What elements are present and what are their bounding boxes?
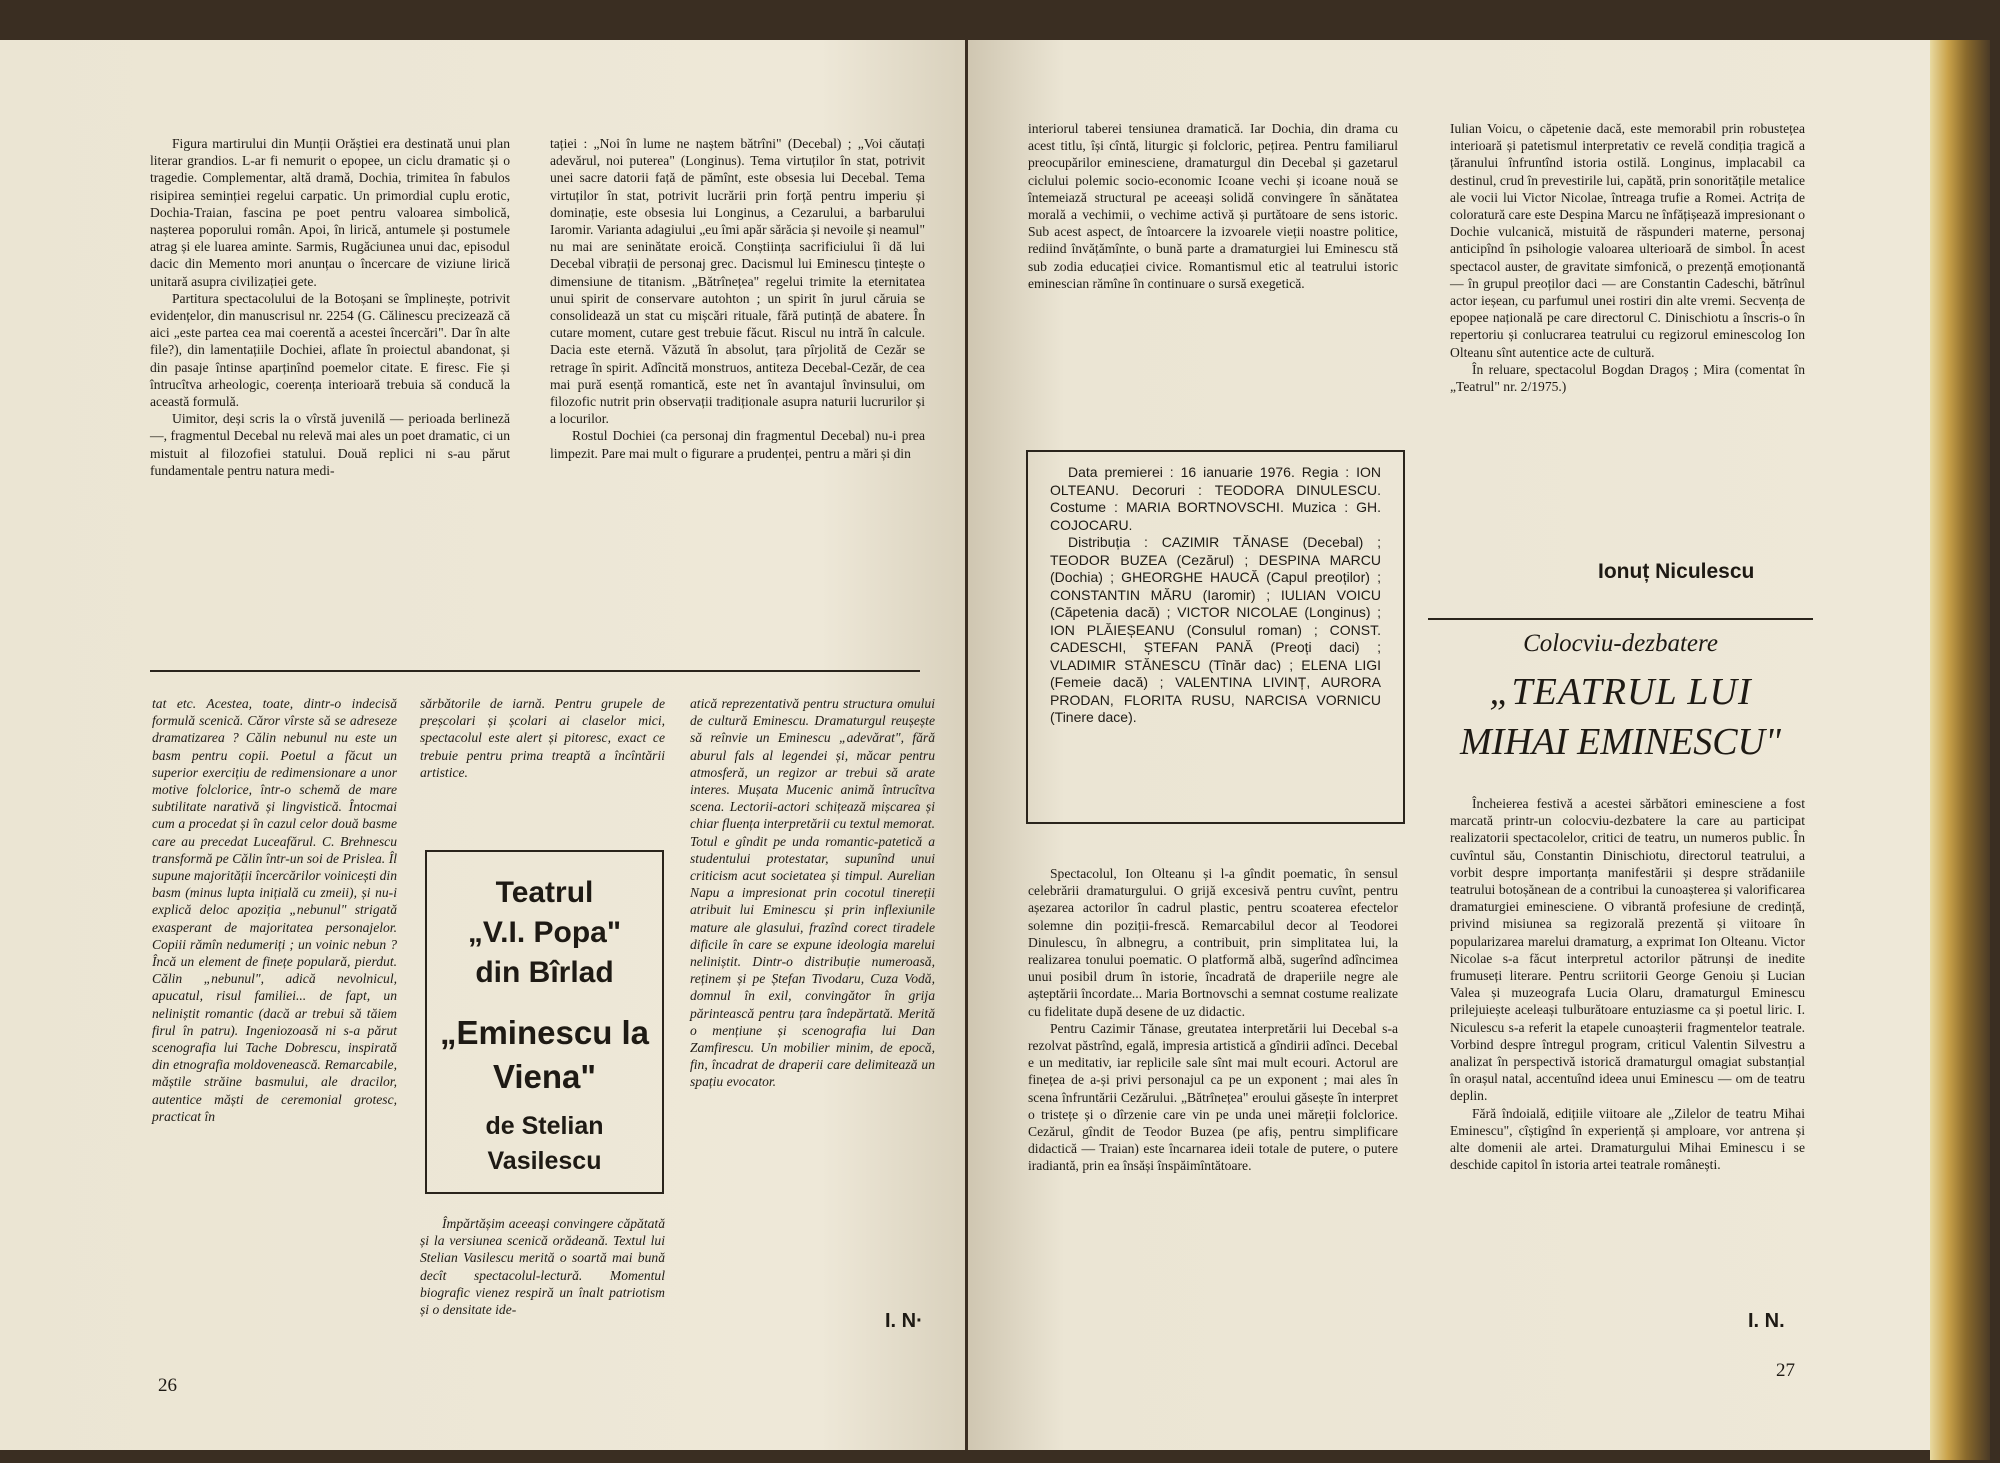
left-page bbox=[0, 40, 965, 1450]
article-headline: MIHAI EMINESCU" bbox=[1460, 721, 1781, 763]
paragraph: În reluare, spectacolul Bogdan Dragoș ; Mira (comentat în „Teatrul" nr. 2/1975.) bbox=[1450, 361, 1805, 395]
article-headline: „TEATRUL LUI bbox=[1489, 671, 1752, 713]
left-top-column-1 bbox=[150, 135, 510, 479]
paragraph: Uimitor, deși scris la o vîrstă juvenilă — perioada berlineză —, fragmentul Decebal nu relevă mai ales un poet dramatic, ci un mistuit al filozofiei statului. Două replici ni s-au părut fundamentale pentru natura medi- bbox=[150, 411, 510, 478]
paragraph: Rostul Dochiei (ca personaj din fragmentul Decebal) nu-i prea limpezit. Pare mai mult o figurare a prudenței, pentru a mări și din bbox=[550, 428, 925, 461]
cast-credits: Distribuția : CAZIMIR TĂNASE (Decebal) ; TEODOR BUZEA (Cezărul) ; DESPINA MARCU (Dochia) ; GHEORGHE HAUCĂ (Capul preoților) ; CONSTANTIN MĂRU (Iaromir) ; IULIAN VOICU (Căpetenia dacă) ; VICTOR NICOLAE (Longinus) ; ION PLĂIEȘEANU (Consulul roman) ; CONST. CADESCHI, ȘTEFAN PANĂ (Preoți daci) ; VLADIMIR STĂNESCU (Tînăr dac) ; ELENA LIGI (Femeie dacă) ; VALENTINA LIVINȚ, AURORA PRODAN, FLORITA RUSU, NARCISA VORNICU (Tinere dace). bbox=[1050, 534, 1381, 725]
box-title-line: din Bîrlad bbox=[475, 956, 614, 989]
paragraph: interiorul taberei tensiunea dramatică. Iar Dochia, din drama cu acest titlu, își cîntă, liturgic și folcloric, pețirea. Pentru familiarul preocupărilor eminesciene, dramaturgul din Decebal și gazetarul ciclului polemic socio-economic Icoane vechi și icoane nouă se întemeiază structural pe aceeași solidă convingere în sănătatea morală a vechimii, o vechime activă și purtătoare de sens istoric. Sub acest aspect, de întoarcere la izvoarele vieții noastre politice, rediind învățămînte, o bună parte a dramaturgiei lui Eminescu stă sub zodia educației civice. Romantismul etic al teatrului istoric eminescian rămîne în continuare o sursă exegetică. bbox=[1028, 121, 1398, 291]
paragraph: atică reprezentativă pentru structura omului de cultură Eminescu. Dramaturgul reușește să reînvie un Eminescu „adevărat", fără aburul fals al legendei și, măcar pentru atmosferă, un regizor ar trebui să arate interes. Mușata Mucenic animă întrucîtva scena. Lectorii-actori schițează mișcarea și chiar fluența interpretării cu textul memorat. Totul e gîndit pe unda romantic-patetică a studentului protestatar, supunînd unui criticism acut societatea și timpul. Aurelian Napu a impresionat prin cocotul tinereții atribuit lui Eminescu și prin inflexiunile mature ale glasului, frazînd corect tiradele dificile în care se expune ideologia marelui neliniștit. Dintr-o distribuție numeroasă, reținem și pe Ștefan Tivodaru, Cuza Vodă, domnul în exil, convingător în grija părintească pentru țara îndepărtată. Merită o mențiune și scenografia lui Dan Zamfirescu. Un mobilier minim, de epocă, fin, încadrat de draperii care delimitează un spațiu evocator. bbox=[690, 696, 935, 1090]
box-title-line: Viena" bbox=[492, 1058, 597, 1095]
paragraph: tației : „Noi în lume ne naștem bătrîni" (Decebal) ; „Voi căutați adevărul, noi puterea" (Longinus). Tema virtuților în stat, potrivit unei sacre datorii față de pămînt, este obsesia lui Decebal. Tema virtuților în stat, potrivit lucrării prin forță pentru imperiu și dominație, este obsesia lui Longinus, a Cezarului, a barbarului Iaromir. Varianta adagiului „eu îmi apăr sărăcia și nevoile și neamul" nu mai are seninătate eroică. Conștiința sacrificiului îi dă lui Decebal vibrații de personaj grec. Dacismul lui Eminescu țintește o dimensiune de titanism. „Bătrînețea" regelui trimite la eternitatea unui spirit de conservare autohton ; un spirit în jurul căruia se consolidează un stat cu mișcări rituale, fără putință de abatere. În cutare moment, cutare gest trebuie făcut. Riscul nu intră în calcule. Dacia este eternă. Văzută în absolut, țara pîrjolită de Cezăr se retrage în spirit. Adîncită monstruos, antiteza Decebal-Cezăr, de cea mai pură esență romantică, este net în avantajul învinsului, om filozofic nutrit prin observații tradiționale asupra naturii lucrurilor și a locurilor. bbox=[550, 136, 925, 427]
credits-box bbox=[1026, 450, 1405, 824]
left-bottom-column-1 bbox=[152, 695, 397, 1125]
box-title-line: Vasilescu bbox=[487, 1147, 602, 1175]
paragraph: Încheierea festivă a acestei sărbători eminesciene a fost marcată printr-un colocviu-dezbatere la care au participat realizatorii spectacolelor, critici de teatru, un numeros public. În cuvîntul său, Constantin Dinischiotu, directorul teatrului, a vorbit despre importanța manifestării și despre strădaniile teatrului botoșănean de a contribui la cunoașterea și valorificarea dramaturgiei eminesciene. O vibrantă profesiune de credință, privind misiunea sa regizorală prezentă și viitoare în popularizarea marelui dramaturg, a exprimat Ion Olteanu. Victor Nicolae s-a făcut interpretul actorilor pătrunși de inedite frumuseți literare. Pentru scriitorii George Genoiu și Lucian Valea și muzeografa Lucia Olaru, dramaturgul Eminescu prilejuiește aceleași tulburătoare entuziasme ca și poetul liric. I. Niculescu s-a referit la etapele cunoașterii fragmentelor teatrale. Vorbind despre întregul program, criticul Valentin Silvestru a analizat în perspectivă istorică dramaturgul omagiat substanțial în orașul natal, accentuînd ideea unui Eminescu — om de teatru deplin. bbox=[1450, 796, 1805, 1104]
left-top-column-2 bbox=[550, 135, 925, 462]
left-bottom-column-2-top bbox=[420, 695, 665, 781]
horizontal-divider bbox=[1428, 618, 1813, 620]
article-kicker: Colocviu-dezbatere bbox=[1523, 630, 1718, 657]
right-top-column-1 bbox=[1028, 120, 1398, 292]
box-title-line: „V.I. Popa" bbox=[467, 916, 622, 949]
right-bottom-column-2 bbox=[1450, 795, 1805, 1173]
right-top-column-2 bbox=[1450, 120, 1805, 395]
premiere-credits: Data premierei : 16 ianuarie 1976. Regia : ION OLTEANU. Decoruri : TEODORA DINULESCU. Costume : MARIA BORTNOVSCHI. Muzica : GH. COJOCARU. bbox=[1050, 464, 1381, 533]
paragraph: Figura martirului din Munții Orăștiei era destinată unui plan literar grandios. L-ar fi nemurit o epopee, un ciclu dramatic și o tragedie. Complementar, altă dramă, Dochia, trimitea în fabulos risipirea seminției regelui carpatic. Un primordial cuplu erotic, Dochia-Traian, fascina pe poet pentru valoarea simbolică, nașterea poporului român. Apoi, în lirică, antumele și postumele atrag și ele luarea aminte. Sarmis, Rugăciunea unui dac, episodul dacic din Memento mori anunțau o încercare de viziune lirică unitară asupra civilizației gete. bbox=[150, 136, 510, 289]
author-name: Ionuț Niculescu bbox=[1598, 560, 1755, 583]
signature: I. N· bbox=[885, 1310, 923, 1332]
paragraph: Fără îndoială, edițiile viitoare ale „Zilelor de teatru Mihai Eminescu", cîștigînd în experiență și amploare, vor antrena și alte domenii ale artei. Dramaturgului Mihai Eminescu i se deschide capitol în istoria artei teatrale românești. bbox=[1450, 1105, 1805, 1173]
horizontal-divider bbox=[150, 670, 920, 672]
left-bottom-column-2-bottom bbox=[420, 1215, 665, 1318]
box-title-line: Teatrul bbox=[495, 876, 594, 909]
book-spine-edge bbox=[1930, 40, 1990, 1460]
paragraph: tat etc. Acestea, toate, dintr-o indecisă formulă scenică. Căror vîrste să se adreseze dramatizarea ? Călin nebunul nu este un basm pentru copii. Poetul a făcut un superior exercițiu de redimensionare a unor motive folclorice, într-o schemă de mare subtilitate narativă și lingvistică. Întocmai cum a procedat și în cazul celor două basme care au precedat Luceafărul. C. Brehnescu transformă pe Călin într-un soi de Prislea. Îl supune majorității încercărilor voinicești din basm (minus lupta inițială cu zmeii), și nu-i explică deloc apoziția „nebunul" strigată exasperant de majoritatea personajelor. Copiii rămîn nedumeriți ; un voinic nebun ? Încă un element de finețe populară, pierdut. Călin „nebunul", adică nevolnicul, apucatul, risul familiei... de fapt, un neliniștit romantic (dacă ar trebui să tăiem firul în patru). Ingeniozoasă ni s-a părut scenografia lui Tache Dobrescu, inspirată din etnografia moldovenească. Remarcabile, măștile străine basmului, ale dracilor, autentice măști de ceremonial grotesc, practicat în bbox=[152, 696, 397, 1124]
page-number: 26 bbox=[158, 1375, 177, 1396]
right-page bbox=[968, 40, 1930, 1450]
signature: I. N. bbox=[1748, 1310, 1785, 1332]
paragraph: Împărtășim aceeași convingere căpătată și la versiunea scenică orădeană. Textul lui Stelian Vasilescu merită o soartă mai bună decît spectacolul-lectură. Momentul biografic vienez respiră un înalt patriotism și o densitate ide- bbox=[420, 1216, 665, 1318]
box-title-line: de Stelian bbox=[485, 1112, 604, 1140]
paragraph: Spectacolul, Ion Olteanu și l-a gîndit poematic, în sensul celebrării dramaturgului. O grijă excesivă pentru cuvînt, pentru așezarea actorilor în cadrul plastic, pentru scoaterea efectelor solemne din poziții-frescă. Remarcabilul decor al Teodorei Dinulescu, în albnegru, a contribuit, prin simplitatea lui, la realizarea tonului poematic. O platformă albă, sugerînd adîncimea unui posibil drum în istorie, încadrată de draperiile negre ale așteptării încordate... Maria Bortnovschi a semnat costume realizate cu fidelitate după desene de uz didactic. bbox=[1028, 866, 1398, 1019]
paragraph: Pentru Cazimir Tănase, greutatea interpretării lui Decebal s-a rezolvat păstrînd, egală, impresia artistică a gîndirii adînci. Decebal e un meditativ, iar replicile sale sînt mai mult ecouri. Actorul are finețea de a-și privi personajul ca pe un exponent ; mai ales în scena înfruntării Cezărului. „Bătrînețea" eroului găsește în interpret o tristețe și o dîrzenie care vin pe unda unei măreții folclorice. Cezărul, gîndit de Teodor Buzea (pe afiș, pentru simplificare didactică — Traian) este încarnarea ideii totale de putere, o putere iradiantă, prin ea însăși înspăimîntătoare. bbox=[1028, 1020, 1398, 1174]
paragraph: Iulian Voicu, o căpetenie dacă, este memorabil prin robustețea interioară și patetismul interpretativ ce revelă condiția tragică a țăranului înfruntînd istoria ostilă. Longinus, implacabil ca destinul, crud în prevestirile lui, capătă, prin sonoritățile metalice ale vocii lui Victor Nicolae, întreaga trufie a Romei. Actrița de coloratură care este Despina Marcu ne înfățișează impresionant o Dochie vulcanică, mistuită de răspunderi materne, personaj anticipînd în psihologie valoarea ulterioară de simbol. În acest spectacol auster, de gravitate simfonică, o prezență emoționantă — în grupul preoților daci — are Constantin Cadeschi, bătrînul actor ieșean, cu parfumul unei rostiri din alte vremi. Secvența de epopee națională pe care directorul C. Dinischiotu a înscris-o în repertoriu și conlucrarea teatrului cu regizorul eminescolog Ion Olteanu sînt autentice acte de cultură. bbox=[1450, 121, 1805, 360]
article-title-box bbox=[425, 850, 664, 1194]
magazine-spread bbox=[0, 20, 1990, 1460]
box-title-line: „Eminescu la bbox=[439, 1014, 650, 1051]
page-number: 27 bbox=[1776, 1360, 1795, 1381]
paragraph: sărbătorile de iarnă. Pentru grupele de preșcolari și școlari ai claselor mici, spectacolul este alert și pitoresc, exact ce trebuie pentru prima treaptă a încîntării artistice. bbox=[420, 696, 665, 780]
paragraph: Partitura spectacolului de la Botoșani se împlinește, potrivit evidențelor, din manuscrisul nr. 2254 (G. Călinescu precizează că aici „este partea cea mai coerentă a acestei încercări". Dar în alte file?), din lamentațiile Dochiei, aflate în proiectul abandonat, și din pasaje întinse aparținînd poemelor citate. E firesc. Fie și întrucîtva arheologic, coerența interioară trebuia să conducă la această formulă. bbox=[150, 290, 510, 410]
left-bottom-column-3 bbox=[690, 695, 935, 1091]
right-bottom-column-1 bbox=[1028, 865, 1398, 1175]
